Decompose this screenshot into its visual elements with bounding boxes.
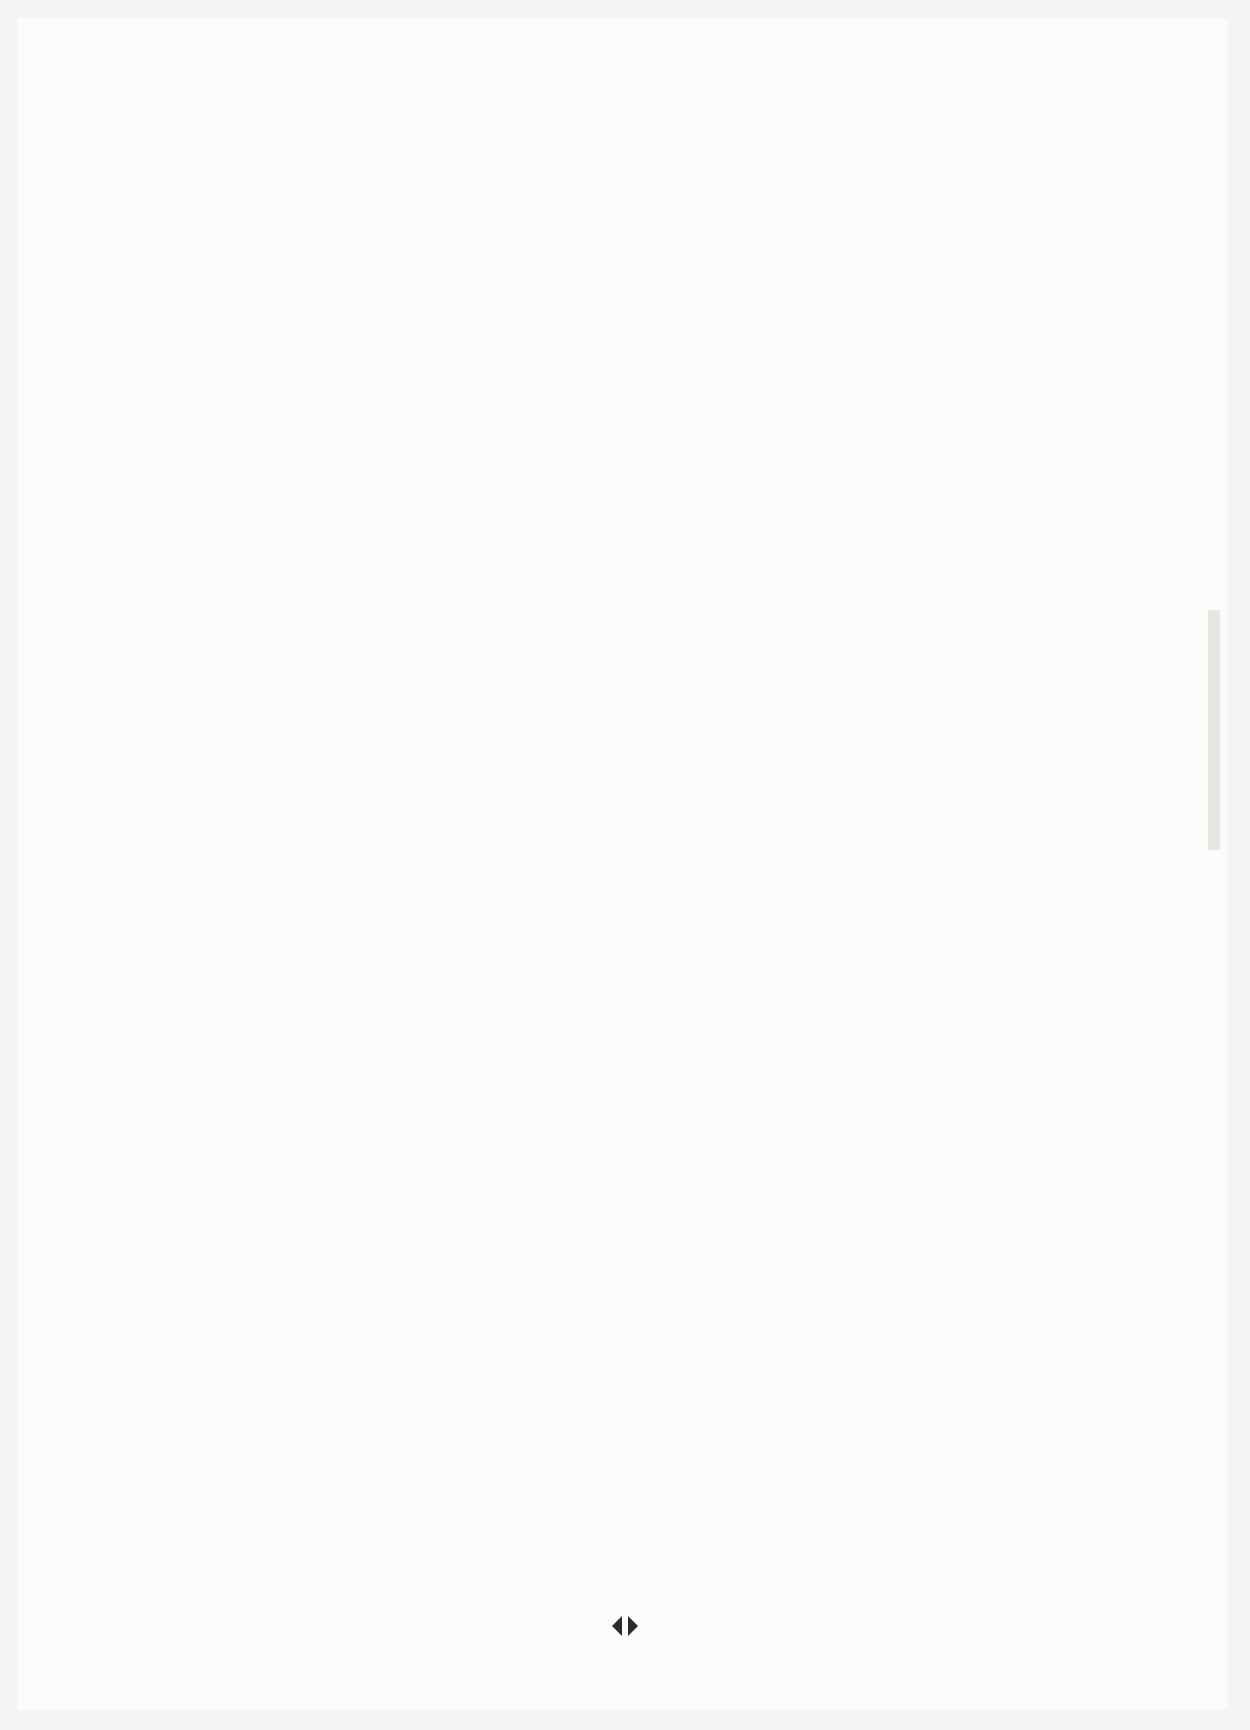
- page-number: [0, 1612, 1250, 1641]
- left-arrow-icon: [612, 1616, 622, 1636]
- page: [18, 18, 1228, 1710]
- side-tab: [1208, 610, 1220, 850]
- right-arrow-icon: [628, 1616, 638, 1636]
